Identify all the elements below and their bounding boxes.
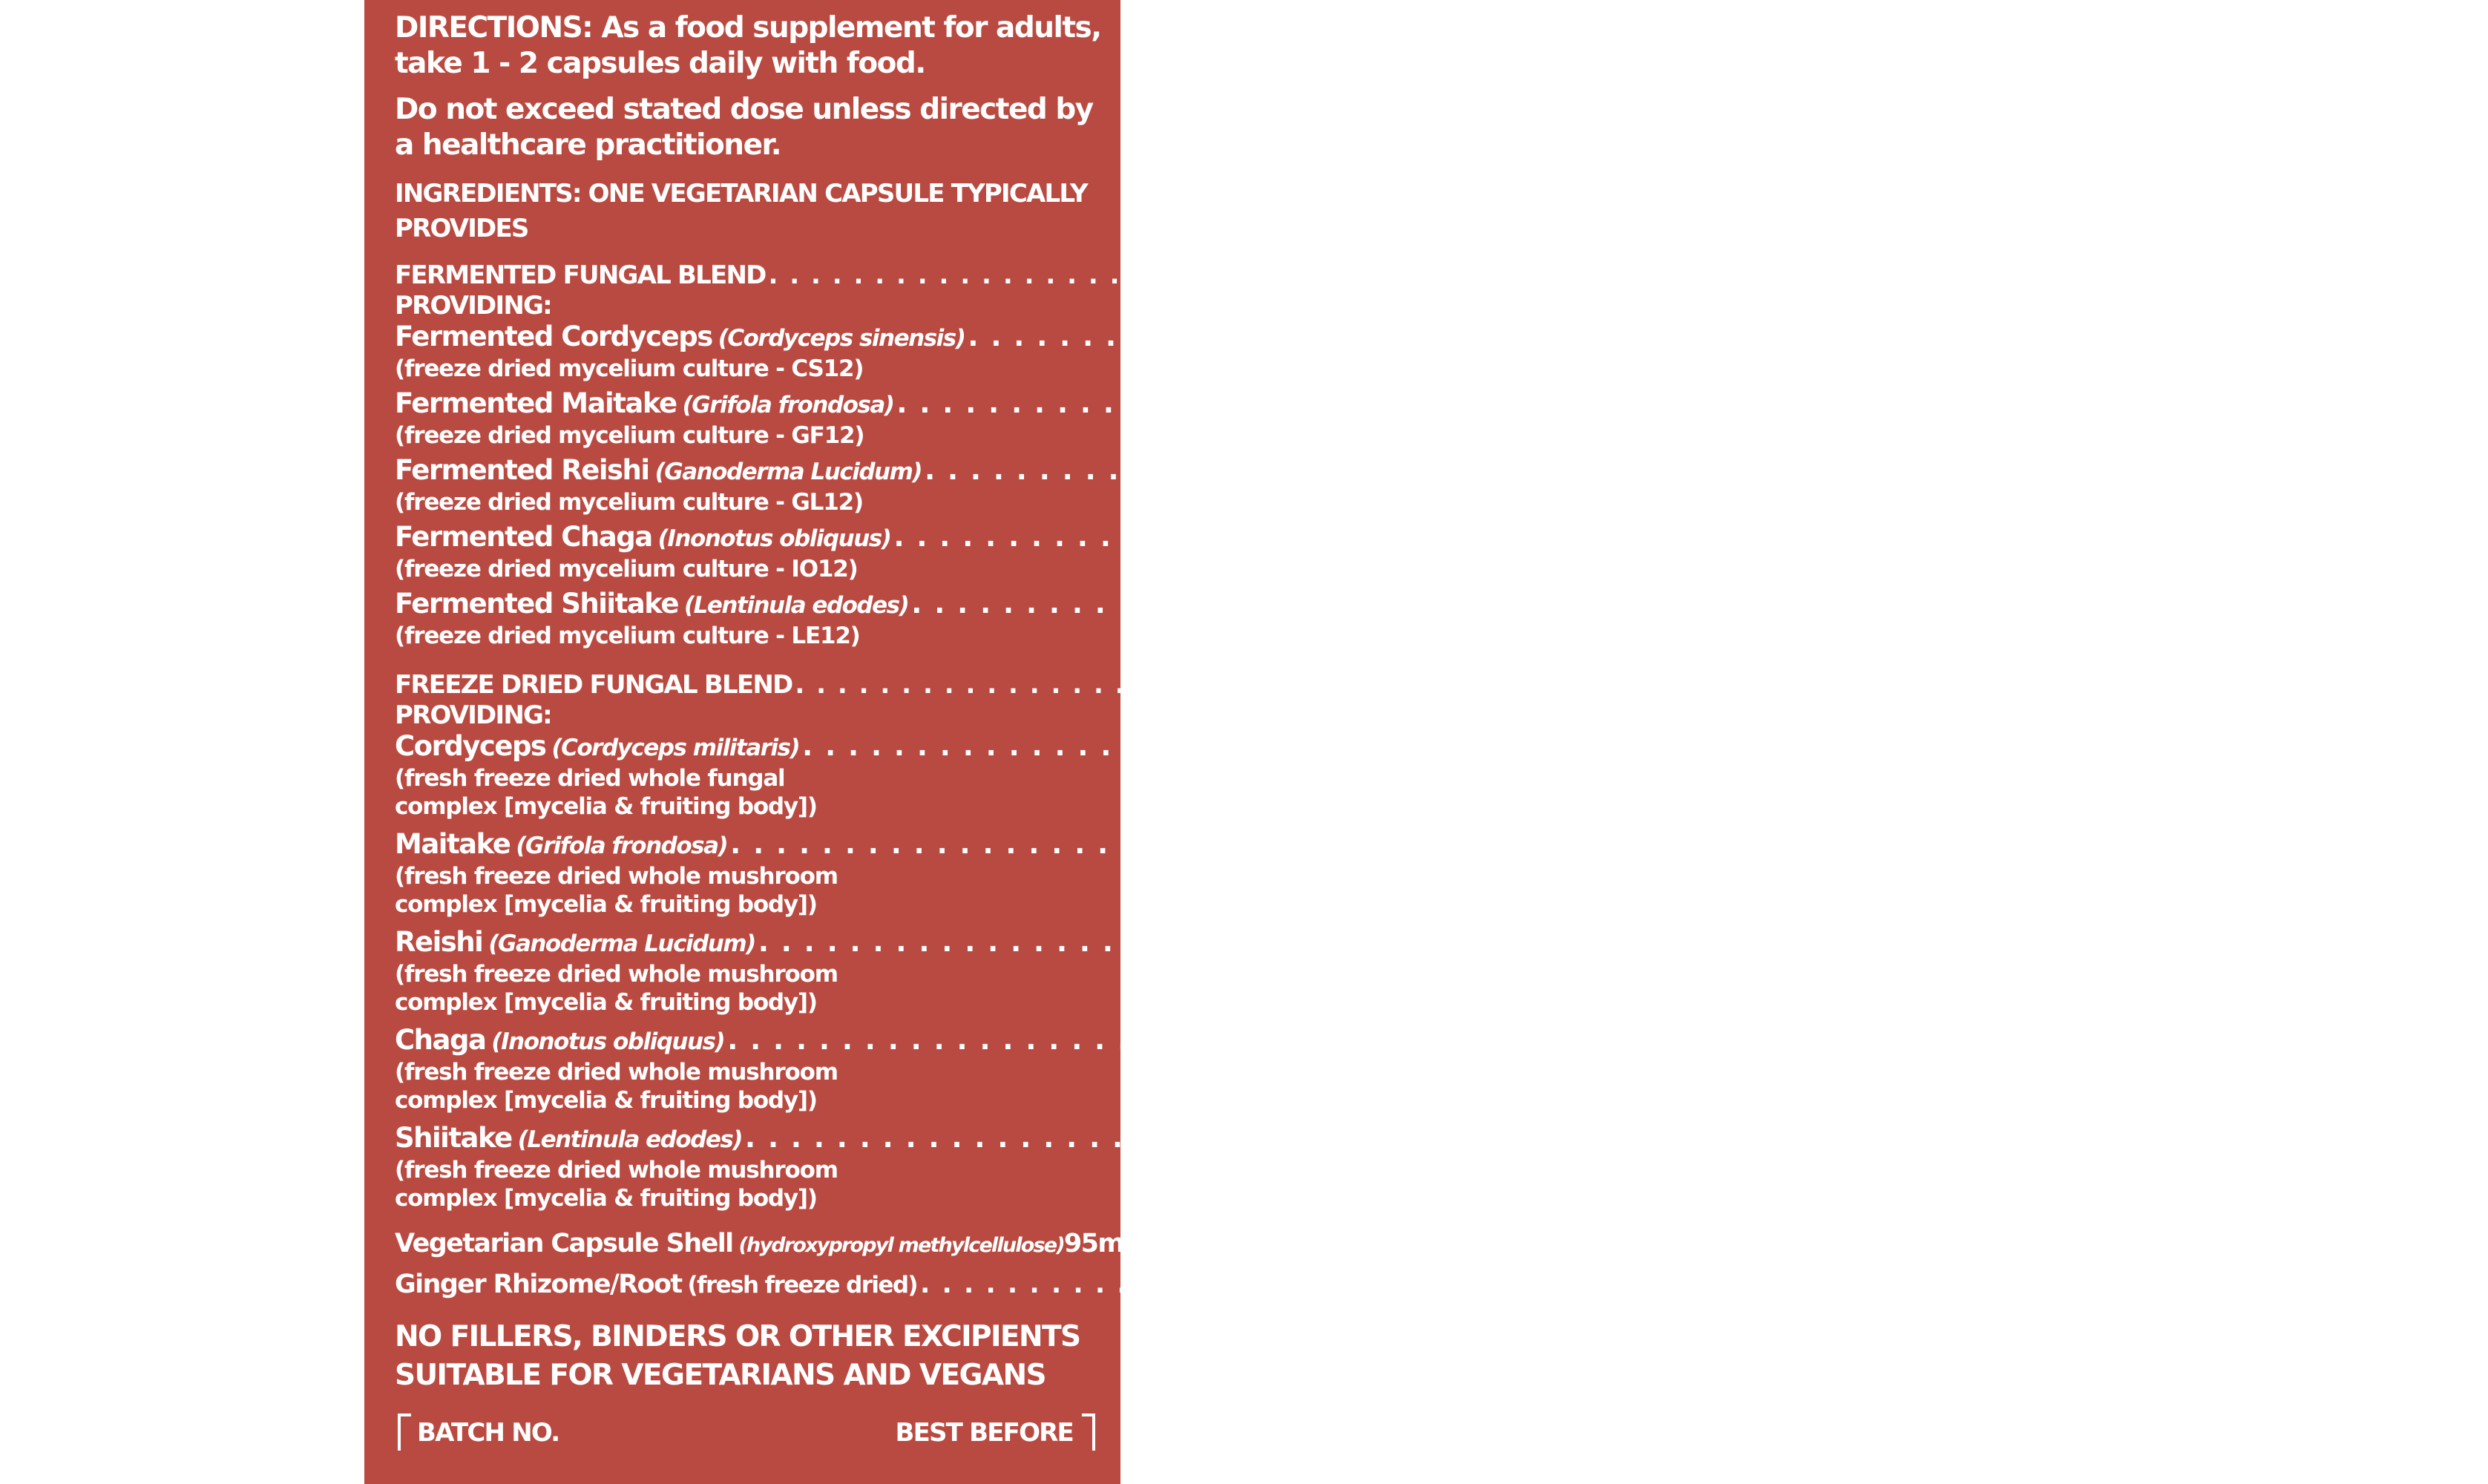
ingredient-detail: (freeze dried mycelium culture - GL12) [395, 489, 863, 516]
fermented-items-list [395, 321, 2488, 650]
ingredient-latin-name: (Grifola frondosa) [516, 833, 728, 859]
ingredient-name: Shiitake [395, 1122, 512, 1154]
ingredient-amount: 60mg [2406, 321, 2488, 352]
dot-leader [911, 588, 2346, 620]
ingredient-name: Fermented Maitake [395, 387, 677, 419]
list-item [395, 521, 2415, 583]
ingredient-name: Maitake [395, 828, 511, 860]
no-fillers-note: NO FILLERS, BINDERS OR OTHER EXCIPIENTS [395, 1320, 1080, 1353]
freeze-dried-blend-amount: 100mg [2132, 670, 2222, 700]
ingredient-latin-name: (Ganoderma Lucidum) [488, 930, 755, 957]
batch-number-label: BATCH NO. [417, 1418, 559, 1448]
supplement-label-panel [364, 0, 2488, 1484]
vegan-suitability-note: SUITABLE FOR VEGETARIANS AND VEGANS [395, 1359, 1046, 1392]
ginger-row [395, 1265, 2368, 1304]
freeze-dried-items-list [395, 730, 2323, 1212]
ingredient-name: Fermented Cordyceps [395, 321, 712, 352]
ingredient-name: Chaga [395, 1024, 486, 1056]
dot-leader [727, 1024, 2162, 1057]
list-item [395, 454, 2445, 516]
ingredient-amount: 20mg [2168, 828, 2251, 860]
ingredient-latin-name: (Ganoderma Lucidum) [654, 459, 922, 485]
list-item [395, 1024, 2248, 1114]
ingredient-amount: 60mg [2349, 588, 2432, 620]
ingredient-amount: 20mg [2196, 926, 2279, 958]
list-item [395, 1122, 2265, 1212]
list-item [395, 387, 2418, 450]
capsule-shell-row [395, 1224, 1141, 1265]
ingredient-amount: 20mg [2240, 730, 2323, 762]
fermented-blend-amount: 300mg [2105, 260, 2196, 290]
ginger-detail: (fresh freeze dried) [687, 1272, 917, 1298]
ingredient-name: Fermented Shiitake [395, 588, 678, 620]
freeze-dried-blend-name: FREEZE DRIED FUNGAL BLEND [395, 670, 792, 700]
ingredient-detail: (freeze dried mycelium culture - IO12) [395, 556, 858, 582]
dot-leader [802, 730, 2237, 763]
right-bracket [1082, 1414, 1095, 1451]
list-item [395, 828, 2251, 919]
fermented-blend-row [395, 260, 2196, 291]
ingredient-latin-name: (Cordyceps militaris) [551, 735, 800, 761]
ingredient-amount: 20mg [2183, 1122, 2265, 1154]
ingredient-name: Fermented Chaga [395, 521, 652, 553]
ingredient-detail: (fresh freeze dried whole mushroom complex [mycelia & fruiting body]) [395, 1157, 838, 1212]
ingredient-amount: 60mg [2363, 454, 2445, 486]
left-bracket [398, 1414, 411, 1451]
ingredient-latin-name: (Lentinula edodes) [517, 1126, 743, 1153]
dot-leader [745, 1122, 2180, 1155]
ingredient-detail: (fresh freeze dried whole mushroom complex [mycelia & fruiting body]) [395, 1059, 838, 1114]
dot-leader [893, 521, 2328, 554]
capsule-shell-name: Vegetarian Capsule Shell [395, 1229, 733, 1258]
dot-leader [920, 1265, 2288, 1304]
ingredient-latin-name: (Lentinula edodes) [683, 592, 909, 619]
list-item [395, 321, 2488, 383]
ingredient-detail: (fresh freeze dried whole fungal complex [mycelia & fruiting body]) [395, 765, 817, 820]
batch-footer [398, 1414, 1095, 1451]
freeze-dried-providing-label: PROVIDING: [395, 700, 551, 730]
ingredient-amount: 20mg [2165, 1024, 2248, 1056]
ginger-amount: 25mg [2291, 1270, 2368, 1299]
label-notes [395, 1318, 1118, 1395]
ginger-name: Ginger Rhizome/Root [395, 1270, 682, 1299]
capsule-shell-detail: (hydroxypropyl methylcellulose) [738, 1234, 1064, 1257]
ingredient-latin-name: (Grifola frondosa) [682, 392, 894, 418]
ingredient-latin-name: (Inonotus obliquus) [657, 525, 891, 552]
ingredients-heading: INGREDIENTS: ONE VEGETARIAN CAPSULE TYPICALLY PROVIDES [395, 179, 1087, 243]
dot-leader [795, 669, 2129, 700]
dot-leader [769, 260, 2103, 291]
ingredient-detail: (freeze dried mycelium culture - GF12) [395, 422, 864, 449]
dosage-warning-text: Do not exceed stated dose unless directed by a healthcare practitioner. [395, 93, 1093, 162]
ingredient-amount: 60mg [2331, 521, 2415, 553]
list-item [395, 926, 2279, 1017]
ingredient-name: Reishi [395, 926, 483, 958]
ingredient-detail: (fresh freeze dried whole mushroom complex [mycelia & fruiting body]) [395, 961, 838, 1016]
ingredient-latin-name: (Cordyceps sinensis) [718, 325, 965, 352]
ingredient-name: Cordyceps [395, 730, 546, 762]
ingredient-detail: (freeze dried mycelium culture - CS12) [395, 355, 864, 382]
dot-leader [968, 321, 2403, 353]
best-before-label: BEST BEFORE [895, 1418, 1073, 1448]
freeze-dried-blend-row [395, 669, 2222, 700]
directions-text: DIRECTIONS: As a food supplement for adults, take 1 - 2 capsules daily with food. [395, 11, 1101, 80]
ingredient-name: Fermented Reishi [395, 454, 649, 486]
dot-leader [925, 454, 2360, 487]
label-content [395, 10, 2488, 1395]
ingredient-detail: (fresh freeze dried whole mushroom complex [mycelia & fruiting body]) [395, 863, 838, 918]
list-item [395, 588, 2432, 650]
dot-leader [758, 926, 2193, 959]
ingredient-latin-name: (Inonotus obliquus) [491, 1028, 725, 1055]
capsule-shell-amount: 95mg [1063, 1229, 1141, 1258]
dot-leader [896, 387, 2331, 420]
fermented-blend-name: FERMENTED FUNGAL BLEND [395, 260, 766, 290]
dot-leader [730, 828, 2165, 861]
list-item [395, 730, 2323, 821]
ingredient-detail: (freeze dried mycelium culture - LE12) [395, 623, 860, 649]
ingredient-amount: 60mg [2334, 387, 2418, 419]
fermented-providing-label: PROVIDING: [395, 291, 551, 321]
